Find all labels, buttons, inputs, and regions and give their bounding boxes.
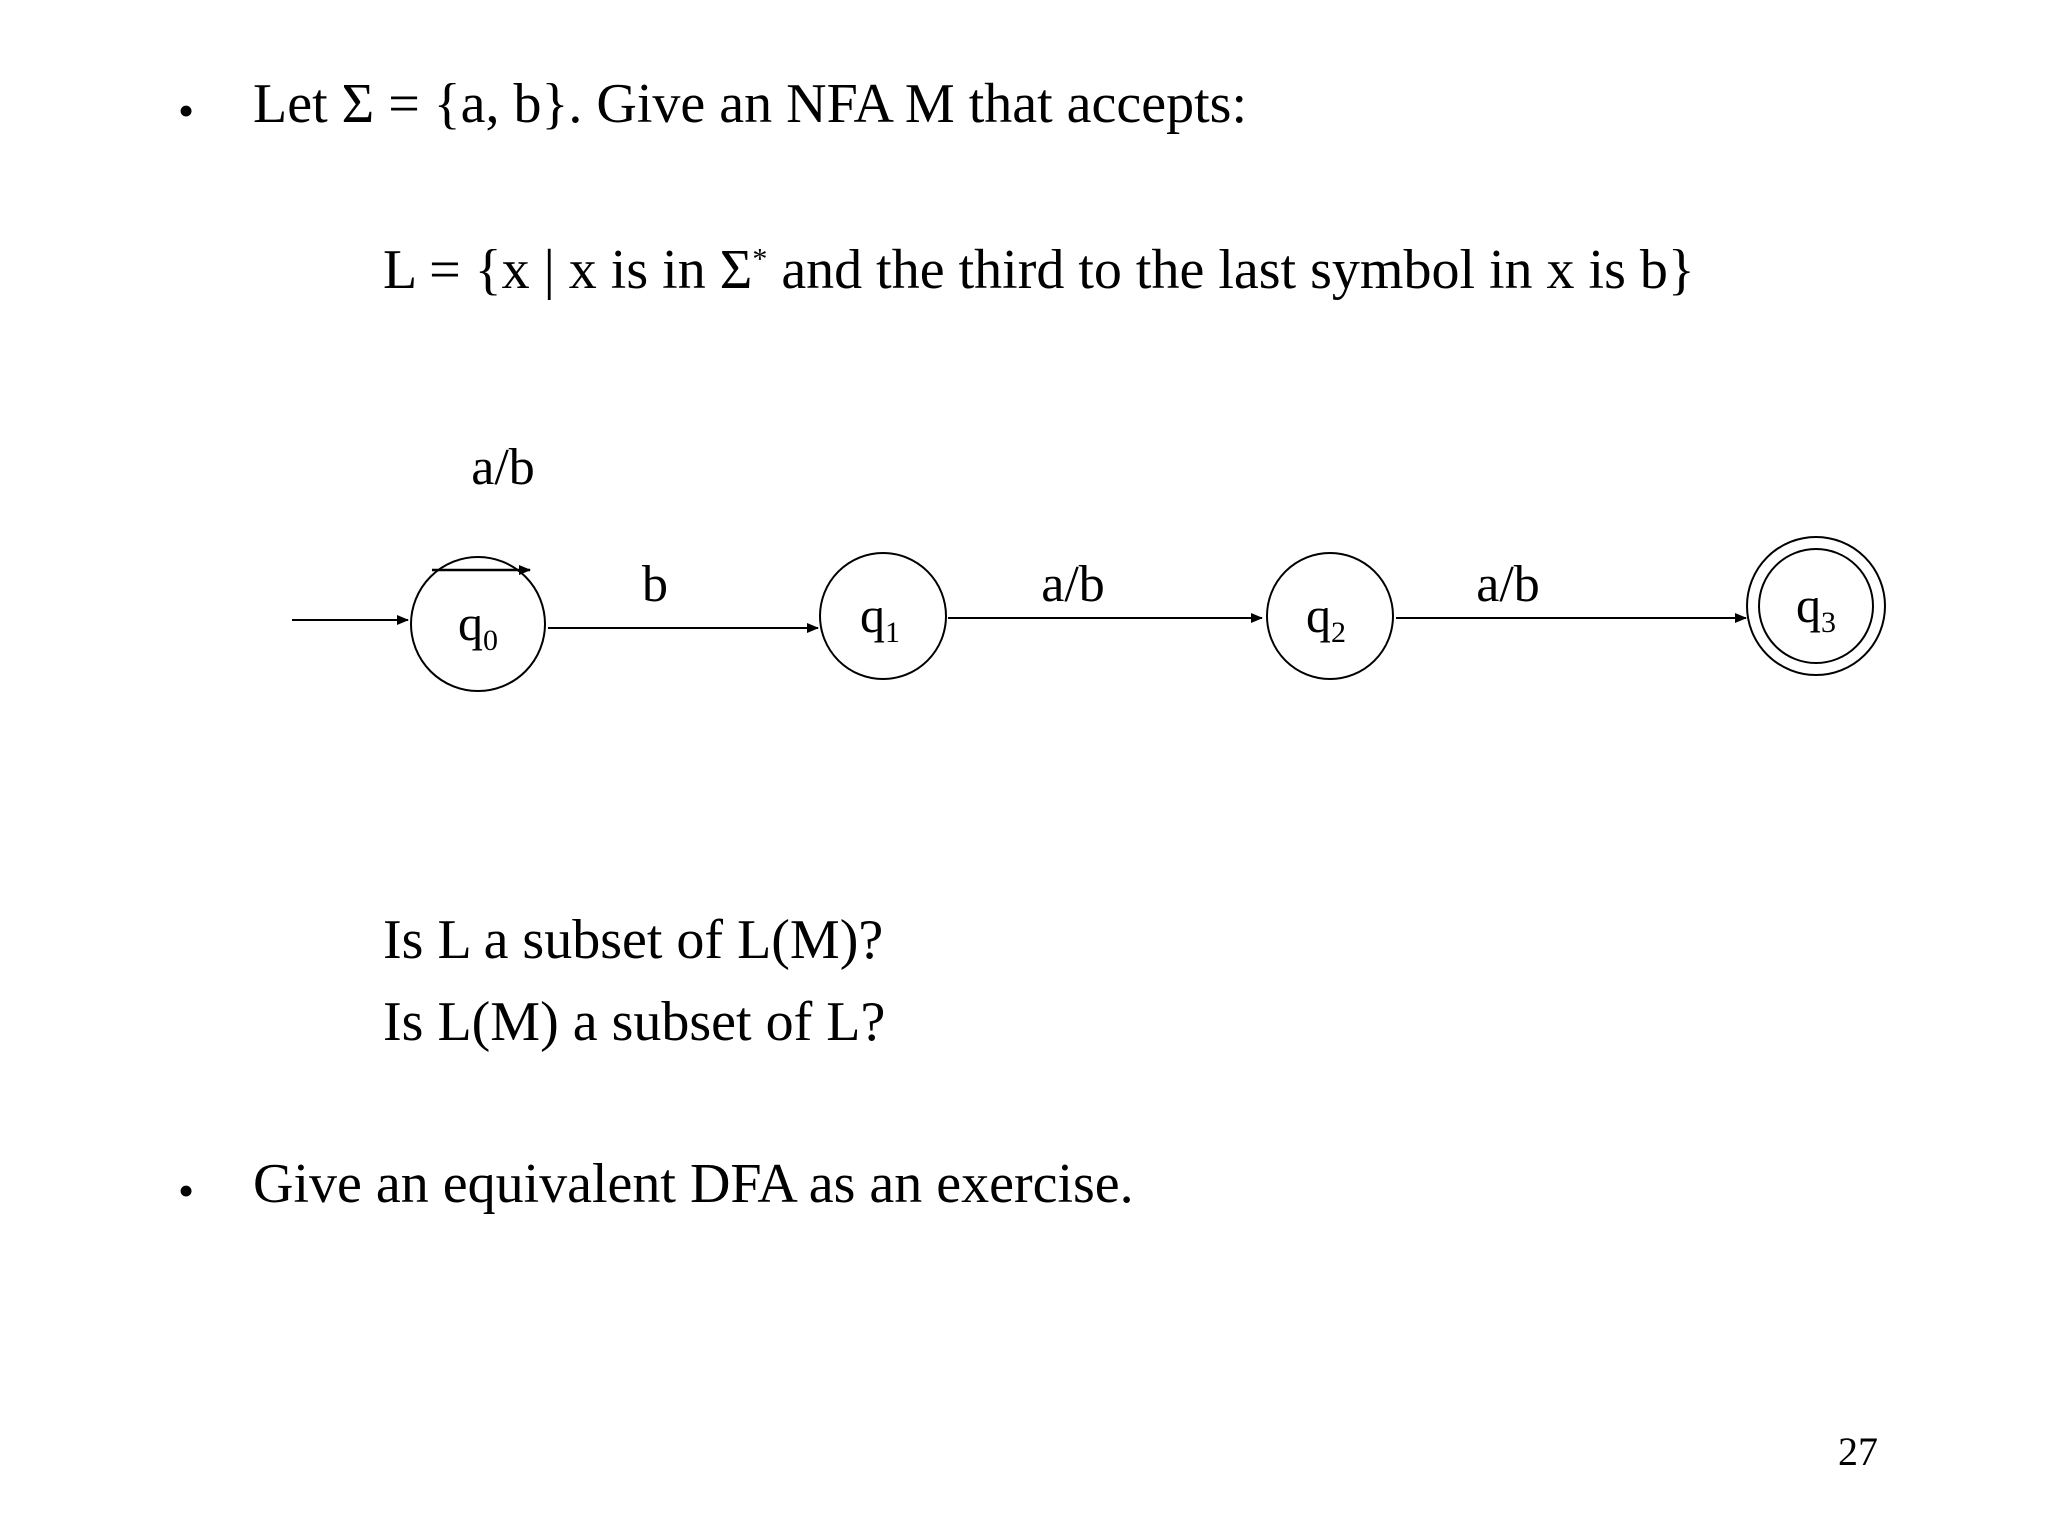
language-suffix: and the third to the last symbol in x is b} [767, 239, 1695, 301]
bullet-marker: • [178, 1165, 195, 1216]
intro-line: Let Σ = {a, b}. Give an NFA M that accepts: [253, 73, 1247, 135]
state-label-q1: $q_1$ [860, 587, 900, 649]
transition-label-q0-q0: a/b [471, 439, 535, 496]
state-q3 [1747, 537, 1885, 675]
question-2: Is L(M) a subset of L? [383, 991, 886, 1053]
state-q0 [411, 557, 545, 691]
state-q1 [820, 553, 946, 679]
transition-label-q2-q3: a/b [1476, 556, 1540, 613]
state-label-q0: $q_0$ [458, 595, 498, 657]
language-prefix: L = {x | x is in Σ [383, 239, 753, 301]
exercise-line: Give an equivalent DFA as an exercise. [253, 1153, 1134, 1215]
transition-label-q0-q1: b [642, 556, 668, 613]
page-number: 27 [1838, 1429, 1878, 1474]
question-1: Is L a subset of L(M)? [383, 909, 884, 971]
state-q2 [1267, 553, 1393, 679]
transition-label-q1-q2: a/b [1041, 556, 1105, 613]
state-label-q2: $q_2$ [1306, 587, 1346, 649]
kleene-star: * [752, 242, 768, 276]
bullet-marker: • [178, 85, 195, 136]
state-label-q3: $q_3$ [1796, 577, 1836, 639]
